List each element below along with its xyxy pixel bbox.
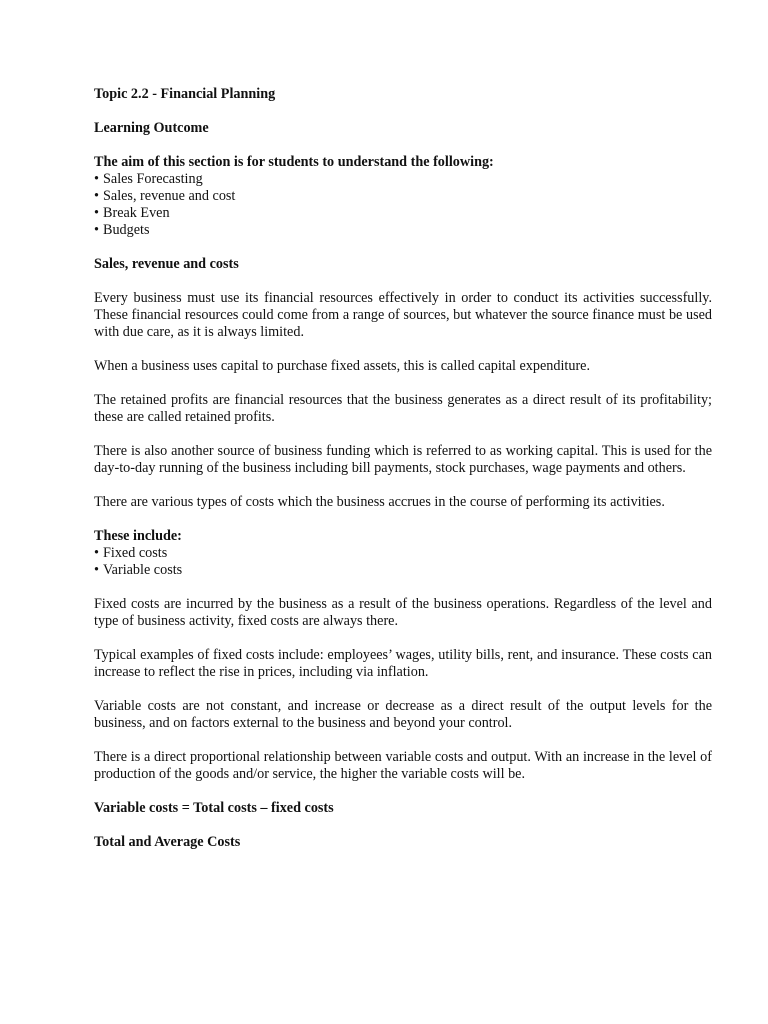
learning-outcome-heading: Learning Outcome: [94, 120, 209, 136]
topic-title: Topic 2.2 - Financial Planning: [94, 86, 276, 102]
paragraph-working-capital: There is also another source of business funding which is referred to as working capital. This is used for the day-to-day running of the business including bill payments, stock purchases, wage payments and others.: [94, 443, 712, 476]
includes-heading: These include:: [94, 528, 182, 544]
list-item: • Variable costs: [94, 562, 183, 578]
bullet-icon: •: [94, 545, 99, 561]
total-average-costs-heading: Total and Average Costs: [94, 834, 241, 850]
list-item: • Sales, revenue and cost: [94, 188, 236, 204]
list-item: • Break Even: [94, 205, 170, 221]
variable-costs-formula: Variable costs = Total costs – fixed costs: [94, 800, 334, 816]
paragraph-types-of-costs: There are various types of costs which the business accrues in the course of performing its activities.: [94, 494, 665, 510]
paragraph-capital-expenditure: When a business uses capital to purchase fixed assets, this is called capital expenditure.: [94, 358, 591, 374]
list-item: • Budgets: [94, 222, 150, 238]
paragraph-fixed-cost-examples: Typical examples of fixed costs include: employees’ wages, utility bills, rent, and insurance. These costs can increase to reflect the rise in prices, including via inflation.: [94, 647, 712, 680]
aim-list: [94, 171, 712, 239]
paragraph-fixed-costs: Fixed costs are incurred by the business as a result of the business operations. Regardless of the level and type of business activity, fixed costs are always there.: [94, 596, 712, 629]
aim-section: [94, 154, 712, 239]
paragraph-variable-costs: Variable costs are not constant, and increase or decrease as a direct result of the output levels for the business, and on factors external to the business and beyond your control.: [94, 698, 712, 731]
aim-heading: The aim of this section is for students to understand the following:: [94, 154, 494, 170]
includes-section: [94, 528, 712, 579]
includes-list: [94, 545, 712, 579]
bullet-icon: •: [94, 562, 99, 578]
document-page: [94, 86, 712, 868]
paragraph-financial-resources: Every business must use its financial resources effectively in order to conduct its activities successfully. These financial resources could come from a range of sources, but whatever the source finance must be used with due care, as it is always limited.: [94, 290, 712, 340]
paragraph-retained-profits: The retained profits are financial resources that the business generates as a direct result of its profitability; these are called retained profits.: [94, 392, 712, 425]
list-item: • Sales Forecasting: [94, 171, 203, 187]
bullet-icon: •: [94, 205, 99, 221]
list-item: • Fixed costs: [94, 545, 168, 561]
bullet-icon: •: [94, 222, 99, 238]
bullet-icon: •: [94, 171, 99, 187]
sales-revenue-costs-heading: Sales, revenue and costs: [94, 256, 239, 272]
bullet-icon: •: [94, 188, 99, 204]
paragraph-proportional-relationship: There is a direct proportional relationship between variable costs and output. With an increase in the level of production of the goods and/or service, the higher the variable costs will be.: [94, 749, 712, 782]
